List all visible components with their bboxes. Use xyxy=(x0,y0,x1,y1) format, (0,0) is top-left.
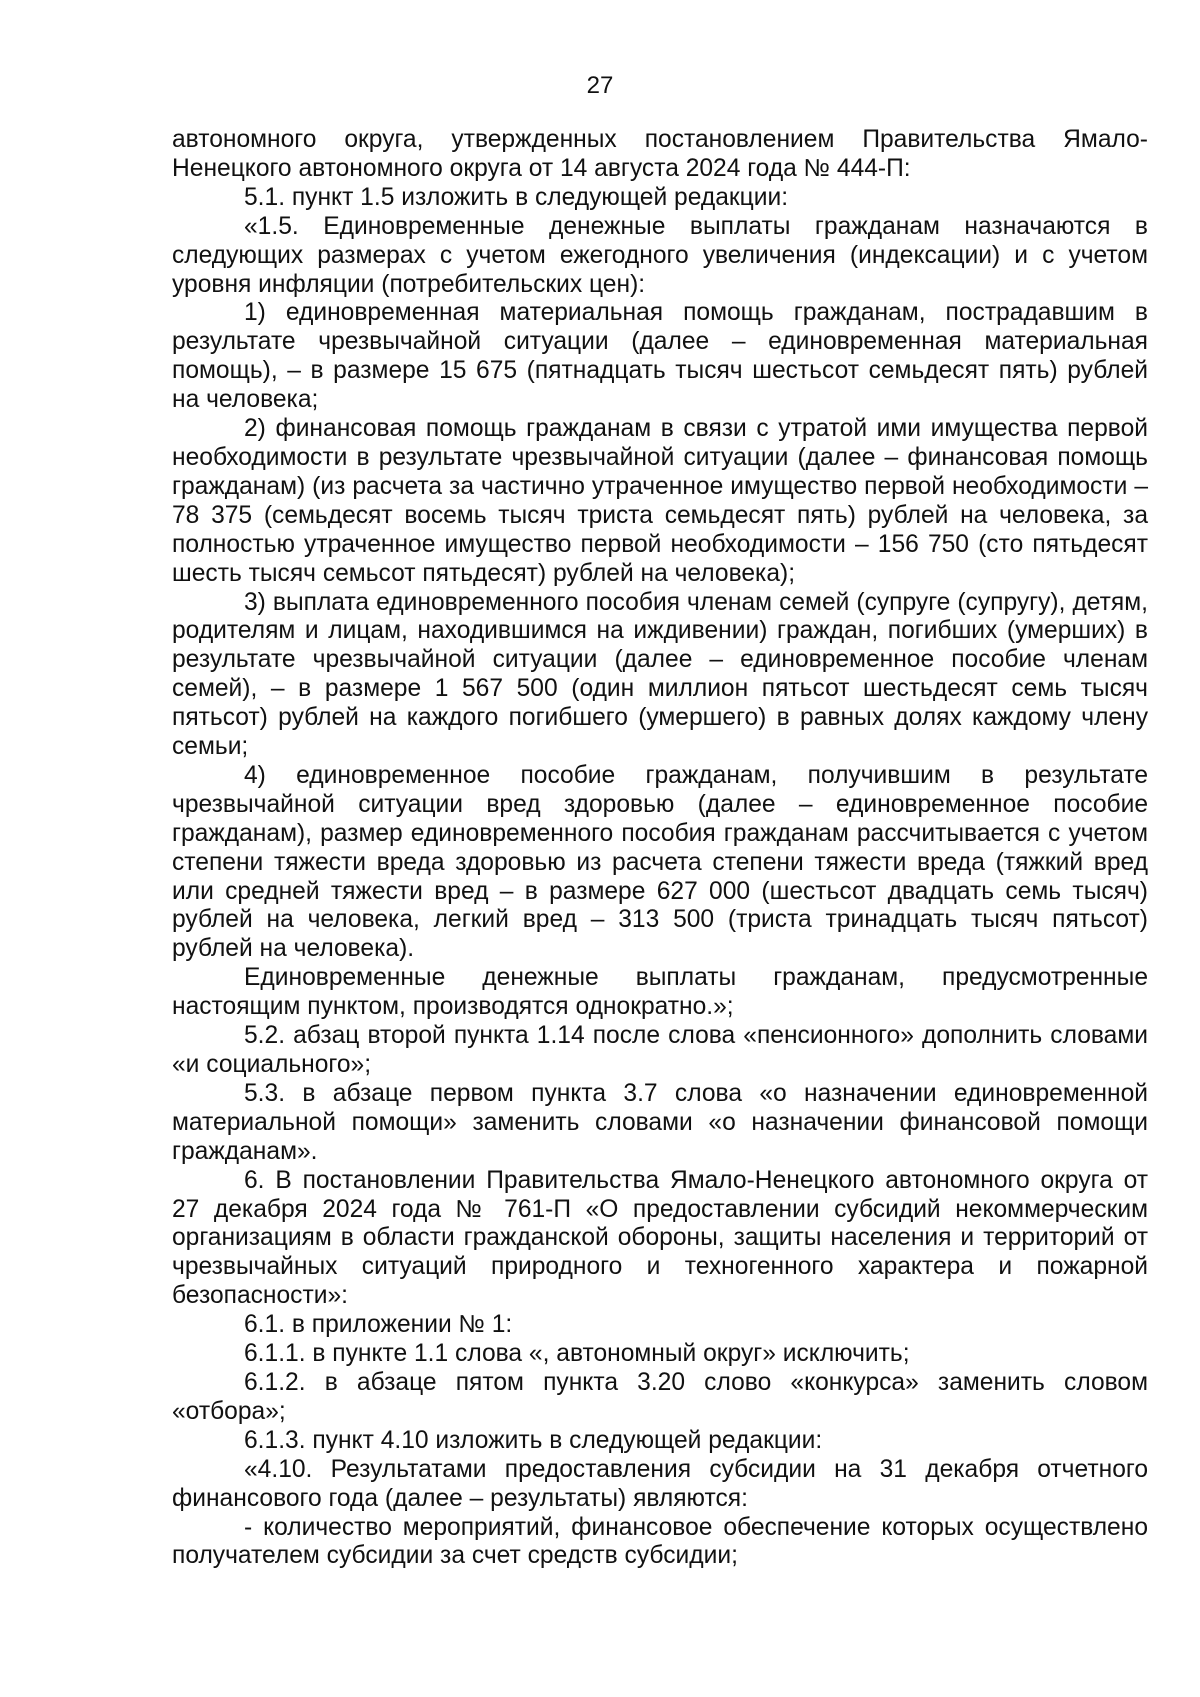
paragraph-1-5-intro: «1.5. Единовременные денежные выплаты гражданам назначаются в следующих размерах с учетом ежегодного увеличения (индексации) и с учетом уровня инфляции (потребительских цен): xyxy=(172,212,1148,298)
document-body xyxy=(172,126,1148,1571)
paragraph-5-2: 5.2. абзац второй пункта 1.14 после слова «пенсионного» дополнить словами «и социального»; xyxy=(172,1022,1148,1078)
paragraph-6-1-1: 6.1.1. в пункте 1.1 слова «, автономный округ» исключить; xyxy=(244,1340,910,1368)
paragraph-4-10: «4.10. Результатами предоставления субсидии на 31 декабря отчетного финансового года (далее – результаты) являются: xyxy=(172,1455,1148,1512)
paragraph-5-3: 5.3. в абзаце первом пункта 3.7 слова «о назначении единовременной материальной помощи» заменить словами «о назначении финансовой помощи гражданам». xyxy=(172,1079,1148,1165)
page-number: 27 xyxy=(586,72,614,99)
paragraph-item-4: 4) единовременное пособие гражданам, получившим в результате чрезвычайной ситуации вред здоровью (далее – единовременное пособие гражданам), размер единовременного пособия гражданам рассчитывается с учетом степени тяжести вреда здоровью из расчета степени тяжести вреда (тяжкий вред или средней тяжести вред – в размере 627 000 (шестьсот двадцать семь тысяч) рублей на человека, легкий вред – 313 500 (триста тринадцать тысяч пятьсот) рублей на человека). xyxy=(172,761,1148,963)
paragraph-6-1: 6.1. в приложении № 1: xyxy=(244,1311,513,1339)
paragraph-item-1: 1) единовременная материальная помощь гражданам, пострадавшим в результате чрезвычайной ситуации (далее – единовременная материальная помощь), – в размере 15 675 (пятнадцать тысяч шестьсот семьдесят пять) рублей на человека; xyxy=(172,299,1148,414)
paragraph-6-1-2: 6.1.2. в абзаце пятом пункта 3.20 слово «конкурса» заменить словом «отбора»; xyxy=(172,1368,1148,1425)
paragraph-item-2: 2) финансовая помощь гражданам в связи с утратой ими имущества первой необходимости в результате чрезвычайной ситуации (далее – финансовая помощь гражданам) (из расчета за частично утраченное имущество первой необходимости – 78 375 (семьдесят восемь тысяч триста семьдесят пять) рублей на человека, за полностью утраченное имущество первой необходимости – 156 750 (сто пятьдесят шесть тысяч семьсот пятьдесят) рублей на человека); xyxy=(172,415,1148,587)
paragraph-results-item: - количество мероприятий, финансовое обеспечение которых осуществлено получателем субсидии за счет средств субсидии; xyxy=(172,1513,1148,1570)
paragraph-6-1-3: 6.1.3. пункт 4.10 изложить в следующей редакции: xyxy=(244,1426,823,1454)
paragraph-one-time-payments: Единовременные денежные выплаты гражданам, предусмотренные настоящим пунктом, производятся однократно.»; xyxy=(172,964,1148,1021)
paragraph-item-3: 3) выплата единовременного пособия членам семей (супруге (супругу), детям, родителям и лицам, находившимся на иждивении) граждан, погибших (умерших) в результате чрезвычайной ситуации (далее – единовременное пособие членам семей), – в размере 1 567 500 (один миллион пятьсот шестьдесят семь тысяч пятьсот) рублей на каждого погибшего (умершего) в равных долях каждому члену семьи; xyxy=(172,588,1148,761)
paragraph-6: 6. В постановлении Правительства Ямало-Ненецкого автономного округа от 27 декабря 2024 года № 761-П «О предоставлении субсидий некоммерческим организациям в области гражданской обороны, защиты населения и территорий от чрезвычайных ситуаций природного и техногенного характера и пожарной безопасности»: xyxy=(172,1166,1148,1310)
paragraph-5-1: 5.1. пункт 1.5 изложить в следующей редакции: xyxy=(244,183,789,211)
paragraph-continuation: автономного округа, утвержденных постановлением Правительства Ямало-Ненецкого автономного округа от 14 августа 2024 года № 444-П: xyxy=(172,126,1148,182)
